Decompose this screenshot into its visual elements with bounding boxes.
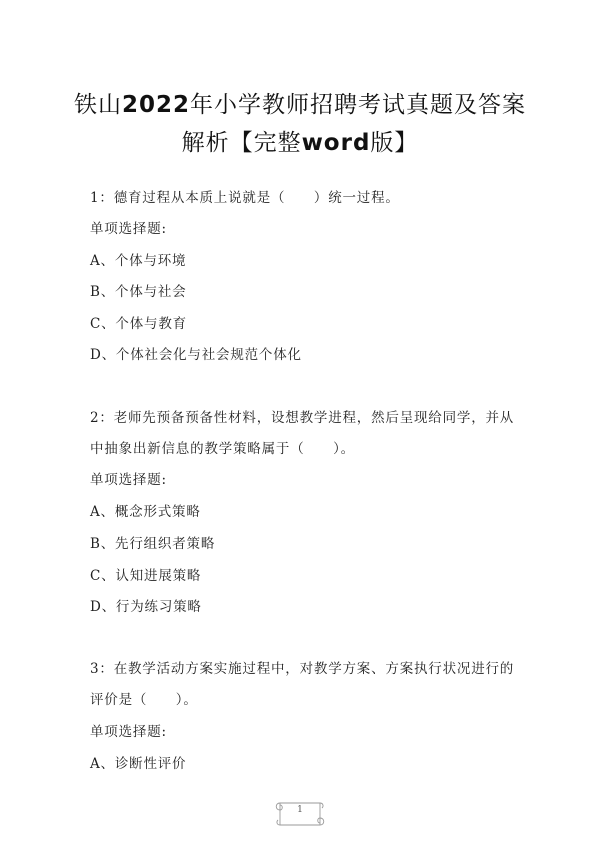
question-2-type: 单项选择题: [90, 472, 167, 488]
question-3-stem-line-1: 3：在教学活动方案实施过程中，对教学方案、方案执行状况进行的 [90, 661, 515, 677]
title-subject: 年小学教师招聘考试真题及答案 [190, 92, 526, 118]
question-1-stem: 1：德育过程从本质上说就是（ ）统一过程。 [90, 190, 400, 206]
title-word: word [301, 130, 371, 156]
question-1-option-d: D、个体社会化与社会规范个体化 [90, 347, 302, 363]
question-1-type: 单项选择题: [90, 221, 167, 237]
question-1-option-a: A、个体与环境 [90, 253, 187, 269]
question-2-stem-line-2: 中抽象出新信息的教学策略属于（ ）。 [90, 441, 355, 457]
question-3-option-a: A、诊断性评价 [90, 756, 187, 772]
page-number-scroll [272, 796, 328, 830]
document-title-line-1 [0, 86, 600, 119]
question-1-option-b: B、个体与社会 [90, 284, 187, 300]
page-number: 1 [297, 805, 303, 815]
title-place: 铁山 [73, 92, 122, 118]
question-2-stem-line-1: 2：老师先预备预备性材料，设想教学进程，然后呈现给同学，并从 [90, 410, 515, 426]
question-2-option-c: C、认知进展策略 [90, 568, 202, 584]
question-2-option-b: B、先行组织者策略 [90, 536, 216, 552]
question-2-option-a: A、概念形式策略 [90, 504, 201, 520]
question-1-option-c: C、个体与教育 [90, 316, 187, 332]
title-year: 2022 [121, 92, 190, 118]
question-2-option-d: D、行为练习策略 [90, 599, 202, 615]
document-title-line-2 [0, 124, 600, 157]
title-edition: 版】 [370, 130, 419, 156]
question-3-type: 单项选择题: [90, 724, 167, 740]
question-3-stem-line-2: 评价是（ ）。 [90, 692, 198, 708]
title-analysis: 解析【完整 [181, 130, 302, 156]
